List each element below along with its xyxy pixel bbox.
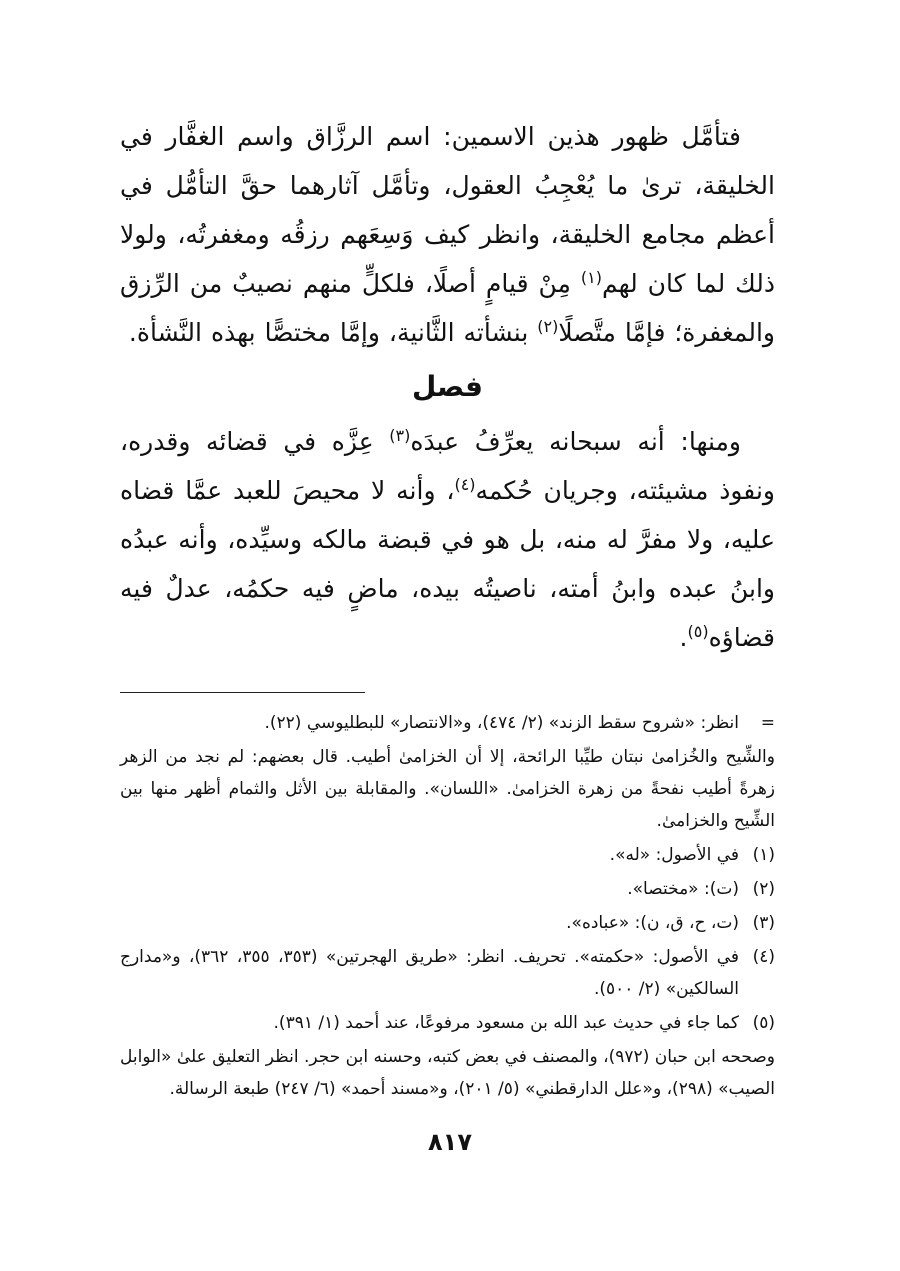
paragraph-2 (120, 417, 775, 662)
page-number: ٨١٧ (428, 1128, 472, 1156)
carryover-continuation: والشِّيح والخُزامىٰ نبتان طيِّبا الرائحة، إلا أن الخزامىٰ أطيب. قال بعضهم: لم نجد من الزهر زهرةً أطيب نفحةً من زهرة الخزامىٰ. «اللسان». والمقابلة بين الأثل والثمام أظهر منها بين الشِّيح والخزامىٰ. (120, 747, 775, 831)
footnote-ref-3: (٣) (389, 426, 411, 445)
footnote-ref-4: (٤) (454, 475, 476, 494)
footnote-5 (120, 1007, 775, 1039)
paragraph-2-part-d: . (679, 623, 688, 652)
page-content (120, 112, 775, 1107)
footnote-ref-2: (٢) (537, 317, 559, 336)
footnote-4-text: في الأصول: «حكمته». تحريف. انظر: «طريق الهجرتين» (٣٥٣، ٣٥٥، ٣٦٢)، و«مدارج السالكين» (٢/ ٥٠٠). (120, 947, 740, 999)
footnote-3-text: (ت، ح، ق، ن): «عباده». (566, 913, 739, 933)
footnote-4-marker: (٤) (752, 947, 775, 967)
footnote-5-continuation: وصححه ابن حبان (٩٧٢)، والمصنف في بعض كتبه، وحسنه ابن حجر. انظر التعليق علىٰ «الوابل الصيب» (٢٩٨)، و«علل الدارقطني» (٥/ ٢٠١)، و«مسند أحمد» (٦/ ٢٤٧) طبعة الرسالة. (120, 1047, 776, 1099)
paragraph-1-part-a: فتأمَّل ظهور هذين الاسمين: اسم الرزَّاق واسم الغفَّار في الخليقة، ترىٰ ما يُعْجِبُ العقول، وتأمَّل آثارهما حقَّ التأمُّل في أعظم مجامع الخليقة، وانظر كيف وَسِعَهم رزقُه ومغفرتُه، ولولا ذلك لما كان لهم (120, 122, 775, 298)
footnote-ref-5: (٥) (687, 622, 709, 641)
paragraph-1-part-c: بنشأته الثَّانية، وإمَّا مختصًّا بهذه النَّشأة. (128, 318, 538, 347)
footnote-1-marker: (١) (752, 845, 775, 865)
footnote-1 (120, 839, 775, 871)
footnotes (120, 707, 775, 1105)
footnote-4 (120, 941, 775, 1005)
section-heading: فصل (412, 370, 483, 403)
footnote-2 (120, 873, 775, 905)
carryover-first-line: انظر: «شروح سقط الزند» (٢/ ٤٧٤)، و«الانتصار» للبطليوسي (٢٢). (264, 713, 739, 733)
paragraph-2-part-b: عِزَّه في قضائه وقدره، ونفوذ مشيئته، وجريان حُكمه (120, 427, 775, 505)
paragraph-2-part-c: ، وأنه لا محيصَ للعبد عمَّا قضاه عليه، ولا مفرَّ له منه، بل هو في قبضة مالكه وسيِّده، وأنه عبدُه وابنُ عبده وابنُ أمته، ناصيتُه بيده، ماضٍ فيه حكمُه، عدلٌ فيه قضاؤه (120, 476, 775, 652)
footnote-2-text: (ت): «مختصا». (627, 879, 739, 899)
footnote-3-marker: (٣) (752, 913, 775, 933)
footnote-2-marker: (٢) (752, 879, 775, 899)
footnote-1-text: في الأصول: «له». (609, 845, 739, 865)
footnote-carryover (120, 707, 775, 739)
footnote-5-text: كما جاء في حديث عبد الله بن مسعود مرفوعًا، عند أحمد (١/ ٣٩١). (273, 1013, 739, 1033)
carryover-marker: = (760, 713, 775, 733)
main-text (120, 112, 775, 662)
footnote-5-marker: (٥) (752, 1013, 775, 1033)
footnote-divider (120, 692, 365, 693)
footnote-3 (120, 907, 775, 939)
paragraph-1 (120, 112, 775, 357)
paragraph-1-part-b: مِنْ قيامٍ أصلًا، فلكلٍّ منهم نصيبٌ من الرِّزق والمغفرة؛ فإمَّا متَّصلًا (120, 269, 775, 347)
footnote-ref-1: (١) (580, 268, 602, 287)
paragraph-2-part-a: ومنها: أنه سبحانه يعرِّفُ عبدَه (410, 427, 741, 456)
